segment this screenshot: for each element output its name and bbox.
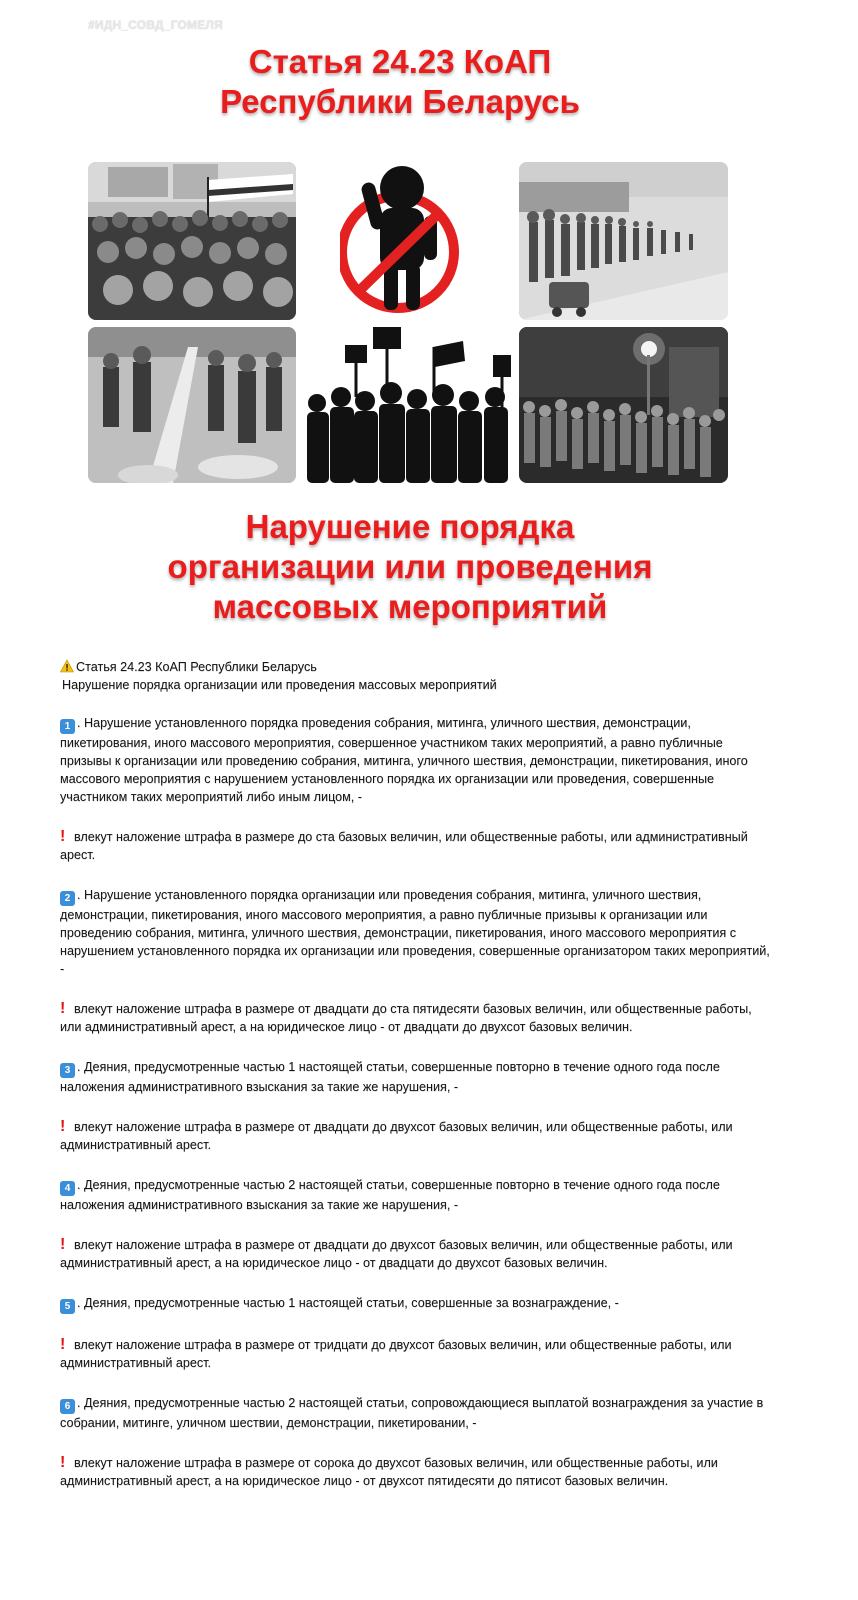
number-5-icon: 5: [60, 1299, 75, 1314]
number-4-icon: 4: [60, 1181, 75, 1196]
page-title-line-1: Статья 24.23 КоАП: [248, 43, 552, 80]
section-title-line-1: Нарушение порядка: [245, 508, 575, 545]
exclamation-icon: !: [60, 1118, 66, 1135]
part-text: . Нарушение установленного порядка проведения собрания, митинга, уличного шествия, демонстрации, пикетирования, иного массового мероприятия, совершенное участником таких мероприятий, а равно публичные призывы к организации или проведению собрания, митинга, уличного шествия, демонстрации, пикетирования, иного массового мероприятия с нарушением установленного порядка их организации или проведения, совершенные участником таких мероприятий либо иным лицом, -: [60, 716, 748, 804]
part-text: . Деяния, предусмотренные частью 1 настоящей статьи, совершенные за вознаграждение, -: [77, 1296, 619, 1310]
exclamation-icon: !: [60, 1336, 66, 1353]
part-text: . Нарушение установленного порядка организации или проведения собрания, митинга, уличного шествия, демонстрации, пикетирования, иного массового мероприятия, а равно публичные призывы к организации или проведению собрания, митинга, уличного шествия, демонстрации, пикетирования, иного массового мероприятия с нарушением установленного порядка их организации или проведения, совершенные организатором таких мероприятий, -: [60, 888, 770, 976]
part-text: . Деяния, предусмотренные частью 1 настоящей статьи, совершенные повторно в течение одного года после наложения административного взыскания за такие же нарушения, -: [60, 1060, 720, 1094]
number-3-icon: 3: [60, 1063, 75, 1078]
penalty-text: влекут наложение штрафа в размере от сорока до двухсот базовых величин, или общественные работы, или административный арест, а на юридическое лицо - от двухсот пятидесяти до пятисот базовых величин.: [60, 1456, 718, 1488]
exclamation-icon: !: [60, 1454, 66, 1471]
page-title: [0, 42, 800, 122]
penalty-text: влекут наложение штрафа в размере от тридцати до двухсот базовых величин, или общественные работы, или административный арест.: [60, 1338, 732, 1370]
article-subheading: Нарушение порядка организации или проведения массовых мероприятий: [62, 678, 497, 692]
article-part-5: [60, 1294, 772, 1314]
protest-silhouettes-icon: [303, 327, 513, 483]
penalty-4: [60, 1236, 772, 1272]
exclamation-icon: !: [60, 828, 66, 845]
article-heading-line: [60, 658, 772, 676]
article-text: [60, 658, 772, 1490]
number-1-icon: 1: [60, 719, 75, 734]
page-title-line-2: Республики Беларусь: [220, 83, 580, 120]
warning-icon: [60, 659, 74, 673]
article-part-4: [60, 1176, 772, 1214]
penalty-text: влекут наложение штрафа в размере от двадцати до ста пятидесяти базовых величин, или общественные работы, или административный арест, а на юридическое лицо - от двадцати до двухсот базовых величин.: [60, 1002, 752, 1034]
exclamation-icon: !: [60, 1000, 66, 1017]
number-2-icon: 2: [60, 891, 75, 906]
watermark: #ИДН_СОВД_ГОМЕЛЯ: [88, 18, 223, 32]
penalty-1: [60, 828, 772, 864]
part-text: . Деяния, предусмотренные частью 2 настоящей статьи, совершенные повторно в течение одного года после наложения административного взыскания за такие же нарушения, -: [60, 1178, 720, 1212]
penalty-6: [60, 1454, 772, 1490]
human-chain-photo: [519, 162, 728, 320]
penalty-text: влекут наложение штрафа в размере от двадцати до двухсот базовых величин, или общественные работы, или административный арест.: [60, 1120, 733, 1152]
article-part-3: [60, 1058, 772, 1096]
penalty-5: [60, 1336, 772, 1372]
street-march-photo: [88, 327, 296, 483]
number-6-icon: 6: [60, 1399, 75, 1414]
section-title: [20, 507, 800, 627]
penalty-2: [60, 1000, 772, 1036]
article-part-1: [60, 714, 772, 806]
crowd-with-flag-photo: [88, 162, 296, 320]
night-crowd-photo: [519, 327, 728, 483]
penalty-3: [60, 1118, 772, 1154]
penalty-text: влекут наложение штрафа в размере до ста базовых величин, или общественные работы, или административный арест.: [60, 830, 748, 862]
part-text: . Деяния, предусмотренные частью 2 настоящей статьи, сопровождающиеся выплатой вознаграждения за участие в собрании, митинге, уличном шествии, демонстрации, пикетировании, -: [60, 1396, 764, 1430]
penalty-text: влекут наложение штрафа в размере от двадцати до двухсот базовых величин, или общественные работы, или административный арест, а на юридическое лицо - от двадцати до двухсот базовых величин.: [60, 1238, 733, 1270]
section-title-line-2: организации или проведения: [167, 548, 653, 585]
article-part-6: [60, 1394, 772, 1432]
no-protest-sign-icon: [340, 160, 480, 320]
article-heading: Статья 24.23 КоАП Республики Беларусь: [76, 660, 317, 674]
section-title-line-3: массовых мероприятий: [212, 588, 608, 625]
exclamation-icon: !: [60, 1236, 66, 1253]
article-part-2: [60, 886, 772, 978]
